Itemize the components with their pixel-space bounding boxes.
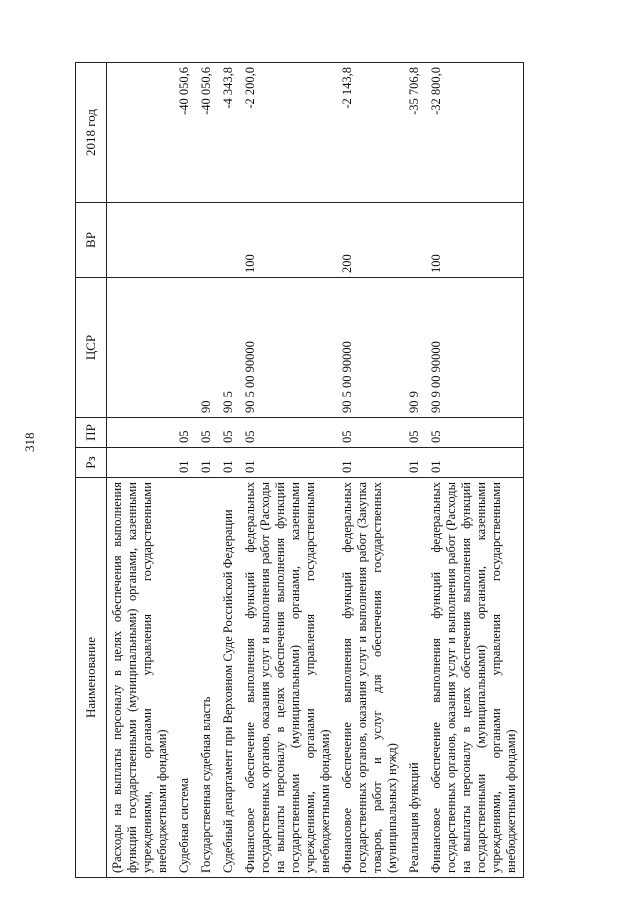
- row-csr: 90 5 00 90000: [337, 278, 404, 418]
- row-csr: 90 9: [404, 278, 426, 418]
- row-csr: 90 9 00 90000: [426, 278, 524, 418]
- row-amount: -32 800,0: [426, 63, 524, 203]
- row-vr: [196, 203, 218, 278]
- row-pr: 05: [218, 418, 240, 448]
- header-row: [76, 63, 107, 878]
- row-rz: 01: [426, 448, 524, 478]
- header-name: Наименование: [76, 478, 107, 878]
- row-name: Финансовое обеспечение выполнения функций федеральных государственных органов, оказания услуг и выполнения работ (Расходы на выплаты персоналу в целях обеспечения выполнения функций государственными (муниципальными) органами, казенными учреждениями, органами управления государственными внебюджетными фондами): [426, 478, 524, 878]
- row-amount: -40 050,6: [174, 63, 196, 203]
- header-rz: Рз: [76, 448, 107, 478]
- table-row: [196, 63, 218, 878]
- header-pr: ПР: [76, 418, 107, 448]
- table-row: [174, 63, 196, 878]
- row-name: Финансовое обеспечение выполнения функций федеральных государственных органов, оказания услуг и выполнения работ (Закупка товаров, работ и услуг для обеспечения государственных (муниципальных) нужд): [337, 478, 404, 878]
- row-csr: 90 5: [218, 278, 240, 418]
- row-name: Судебный департамент при Верховном Суде Российской Федерации: [218, 478, 240, 878]
- row-pr: 05: [426, 418, 524, 448]
- row-name: Финансовое обеспечение выполнения функций федеральных государственных органов, оказания услуг и выполнения работ (Расходы на выплаты персоналу в целях обеспечения выполнения функций государственными (муниципальными) органами, казенными учреждениями, органами управления государственными внебюджетными фондами): [240, 478, 337, 878]
- row-rz: 01: [240, 448, 337, 478]
- row-amount: -2 143,8: [337, 63, 404, 203]
- table-row: [337, 63, 404, 878]
- header-year: 2018 год: [76, 63, 107, 203]
- table-row: [240, 63, 337, 878]
- row-amount: -2 200,0: [240, 63, 337, 203]
- budget-table-rotated: [75, 63, 570, 878]
- row-csr: 90: [196, 278, 218, 418]
- page-number: 318: [22, 432, 37, 452]
- row-name: Государственная судебная власть: [196, 478, 218, 878]
- row-vr: [404, 203, 426, 278]
- row-pr: 05: [337, 418, 404, 448]
- row-amount: -40 050,6: [196, 63, 218, 203]
- header-vr: ВР: [76, 203, 107, 278]
- row-csr: [107, 278, 175, 418]
- row-name: Судебная система: [174, 478, 196, 878]
- row-rz: 01: [337, 448, 404, 478]
- row-vr: [218, 203, 240, 278]
- row-vr: [174, 203, 196, 278]
- budget-table: [75, 62, 524, 878]
- row-pr: 05: [240, 418, 337, 448]
- table-row: [426, 63, 524, 878]
- header-csr: ЦСР: [76, 278, 107, 418]
- row-rz: 01: [404, 448, 426, 478]
- row-pr: [107, 418, 175, 448]
- row-vr: 100: [240, 203, 337, 278]
- row-vr: 200: [337, 203, 404, 278]
- row-rz: [107, 448, 175, 478]
- row-vr: 100: [426, 203, 524, 278]
- table-row: [404, 63, 426, 878]
- table-row: [218, 63, 240, 878]
- row-csr: [174, 278, 196, 418]
- row-name: (Расходы на выплаты персоналу в целях обеспечения выполнения функций государственными (муниципальными) органами, казенными учреждениями, органами управления государственными внебюджетными фондами): [107, 478, 175, 878]
- table-row: [107, 63, 175, 878]
- row-pr: 05: [174, 418, 196, 448]
- row-amount: -4 343,8: [218, 63, 240, 203]
- row-pr: 05: [196, 418, 218, 448]
- row-csr: 90 5 00 90000: [240, 278, 337, 418]
- row-rz: 01: [174, 448, 196, 478]
- row-rz: 01: [218, 448, 240, 478]
- row-vr: [107, 203, 175, 278]
- row-amount: -35 706,8: [404, 63, 426, 203]
- row-pr: 05: [404, 418, 426, 448]
- row-name: Реализация функций: [404, 478, 426, 878]
- row-amount: [107, 63, 175, 203]
- row-rz: 01: [196, 448, 218, 478]
